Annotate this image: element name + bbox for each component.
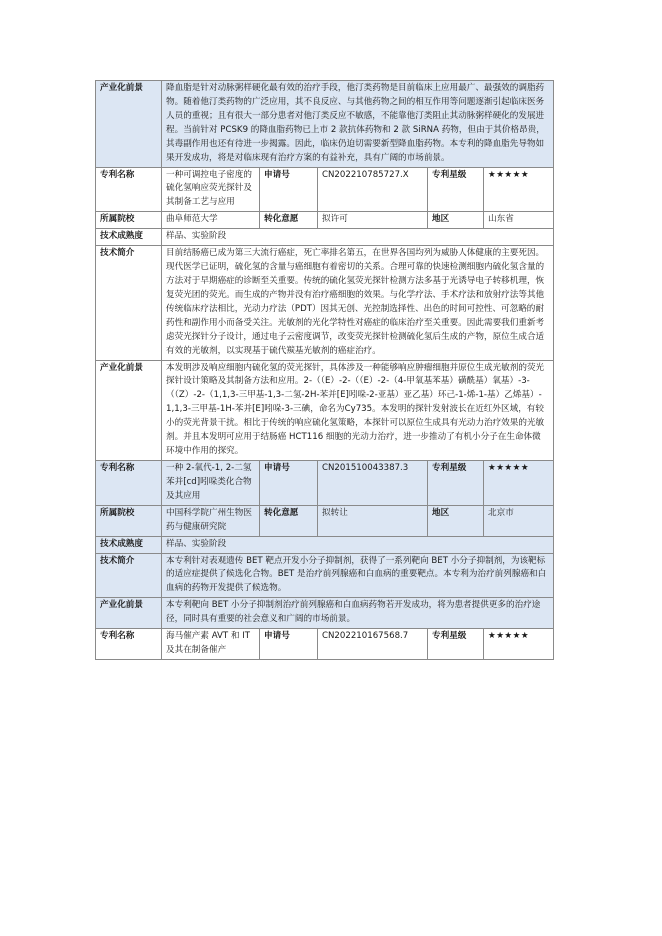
prospect-text: 本专利靶向 BET 小分子抑制剂治疗前列腺癌和白血病药物若开发成功，将为患者提供更多的治疗途径，同时具有重要的社会意义和广阔的市场前景。 xyxy=(162,598,554,629)
application-no-label: 申请号 xyxy=(260,629,318,660)
application-no-label: 申请号 xyxy=(260,167,318,212)
maturity-label: 技术成熟度 xyxy=(96,536,162,553)
institution: 曲阜师范大学 xyxy=(162,212,260,229)
table-row xyxy=(96,460,554,505)
table-row xyxy=(96,229,554,246)
maturity-label: 技术成熟度 xyxy=(96,229,162,246)
region: 山东省 xyxy=(484,212,554,229)
summary-label: 技术简介 xyxy=(96,246,162,360)
table-row xyxy=(96,167,554,212)
institution-label: 所属院校 xyxy=(96,212,162,229)
transfer-intent: 拟转让 xyxy=(318,505,428,536)
summary-text: 本专利针对表观遗传 BET 靶点开发小分子抑制剂，获得了一系列靶向 BET 小分子抑制剂，为该靶标的适应症提供了候选化合物。BET 是治疗前列腺癌和白血病的重要靶点。本专利为治疗前列腺癌和白血病的药物开发提供了候选物。 xyxy=(162,553,554,598)
patent-name: 一种 2-氧代-1, 2-二氢苯并[cd]吲哚类化合物及其应用 xyxy=(162,460,260,505)
application-no: CN201510043387.3 xyxy=(318,460,428,505)
patent-rating-label: 专利星级 xyxy=(428,460,484,505)
patent-rating-label: 专利星级 xyxy=(428,167,484,212)
table-row xyxy=(96,81,554,168)
region: 北京市 xyxy=(484,505,554,536)
maturity: 样品、实验阶段 xyxy=(162,229,554,246)
summary-label: 技术简介 xyxy=(96,553,162,598)
prospect-text: 降血脂是针对动脉粥样硬化最有效的治疗手段，他汀类药物是目前临床上应用最广、最强效的调脂药物。随着他汀类药物的广泛应用，其不良反应、与其他药物之间的相互作用等问题逐渐引起临床医务人员的重视；且有很大一部分患者对他汀类反应不敏感，不能靠他汀类阻止其动脉粥样硬化的发展进程。当前针对 PCSK9 的降血脂药物已上市 2 款抗体药物和 2 款 SiRNA 药物，但由于其价格昂贵，其毒副作用也还有待进一步揭露。因此，临床仍迫切需要新型降血脂药物。本专利的降血脂先导物如果开发成功，将是对临床现有治疗方案的有益补充，具有广阔的市场前景。 xyxy=(162,81,554,168)
maturity: 样品、实验阶段 xyxy=(162,536,554,553)
application-no: CN202210785727.X xyxy=(318,167,428,212)
patent-name-label: 专利名称 xyxy=(96,629,162,660)
table-row xyxy=(96,629,554,660)
patent-name: 一种可调控电子密度的硫化氢响应荧光探针及其制备工艺与应用 xyxy=(162,167,260,212)
institution: 中国科学院广州生物医药与健康研究院 xyxy=(162,505,260,536)
prospect-label: 产业化前景 xyxy=(96,360,162,460)
prospect-label: 产业化前景 xyxy=(96,81,162,168)
region-label: 地区 xyxy=(428,212,484,229)
patent-rating-stars: ★★★★★ xyxy=(484,460,554,505)
institution-label: 所属院校 xyxy=(96,505,162,536)
patent-rating-stars: ★★★★★ xyxy=(484,629,554,660)
prospect-text: 本发明涉及响应细胞内硫化氢的荧光探针，具体涉及一种能够响应肿瘤细胞并原位生成光敏剂的荧光探针设计策略及其制备方法和应用。2-（（E）-2-（（E）-2-（4-甲氧基苯基）磺酰基）氧基）-3-（（Z）-2-（1,1,3-三甲基-1,3-二氢-2H-苯并[E]吲哚-2-亚基）亚乙基）环己-1-烯-1-基）乙烯基）-1,1,3-三甲基-1H-苯并[E]吲哚-3-三碘，命名为Cy735。本发明的探针发射波长在近红外区域，有较小的荧光背景干扰。相比于传统的响应硫化氢策略，本探针可以原位生成具有光动力治疗效果的光敏剂。并且本发明可应用于结肠癌 HCT116 细胞的光动力治疗，进一步推动了有机小分子在生命体微环境中作用的探究。 xyxy=(162,360,554,460)
transfer-intent-label: 转化意愿 xyxy=(260,505,318,536)
table-row xyxy=(96,360,554,460)
table-row xyxy=(96,536,554,553)
table-row xyxy=(96,212,554,229)
patent-rating-label: 专利星级 xyxy=(428,629,484,660)
patent-table xyxy=(95,80,554,660)
table-row xyxy=(96,598,554,629)
patent-rating-stars: ★★★★★ xyxy=(484,167,554,212)
table-row xyxy=(96,246,554,360)
application-no: CN202210167568.7 xyxy=(318,629,428,660)
application-no-label: 申请号 xyxy=(260,460,318,505)
patent-name-label: 专利名称 xyxy=(96,460,162,505)
patent-name-label: 专利名称 xyxy=(96,167,162,212)
table-row xyxy=(96,505,554,536)
transfer-intent: 拟许可 xyxy=(318,212,428,229)
region-label: 地区 xyxy=(428,505,484,536)
table-row xyxy=(96,553,554,598)
prospect-label: 产业化前景 xyxy=(96,598,162,629)
transfer-intent-label: 转化意愿 xyxy=(260,212,318,229)
patent-name: 海马催产素 AVT 和 IT 及其在制备催产 xyxy=(162,629,260,660)
summary-text: 目前结肠癌已成为第三大流行癌症，死亡率排名第五，在世界各国均列为威胁人体健康的主要死因。现代医学已证明，硫化氢的含量与癌细胞有着密切的关系。合理可靠的快速检测细胞内硫化氢含量的方法对于早期癌症的诊断至关重要。传统的硫化氢荧光探针检测方法多基于光诱导电子转移机理，恢复荧光团的荧光。而生成的产物并没有治疗癌细胞的效果。与化学疗法、手术疗法和放射疗法等其他传统临床疗法相比，光动力疗法（PDT）因其无创、光控制选择性、出色的时间可控性、可忽略的耐药性和副作用小而备受关注。光敏剂的光化学特性对癌症的临床治疗至关重要。因此需要我们重新考虑荧光探针分子设计，通过电子云密度调节，改变荧光探针检测硫化氢后生成的产物，原位生成合适有效的光敏剂，以实现基于硫代羰基光敏剂的癌症治疗。 xyxy=(162,246,554,360)
